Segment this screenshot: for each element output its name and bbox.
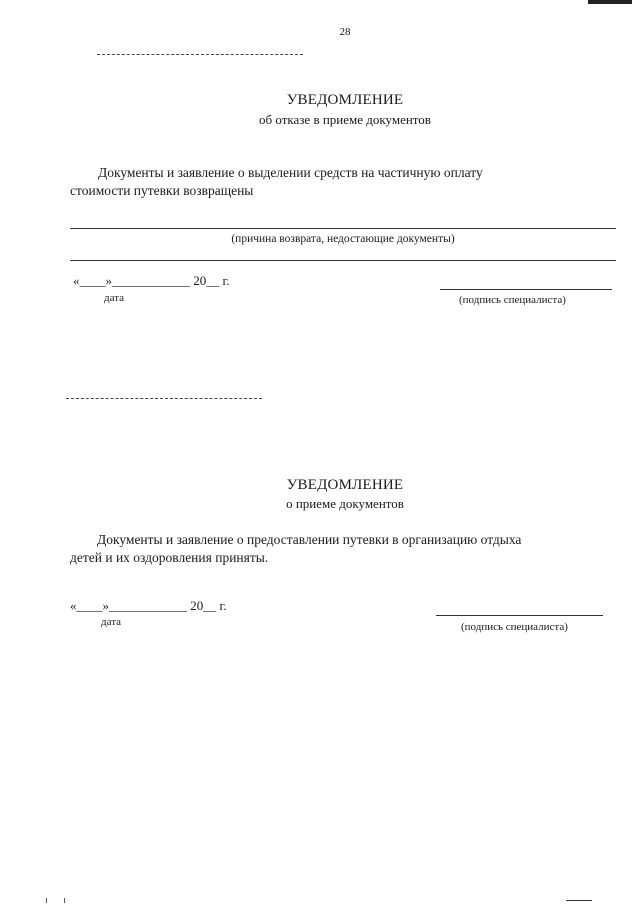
refusal-text-line-2: стоимости путевки возвращены — [70, 183, 254, 198]
scan-mark-bottom-right — [566, 900, 592, 901]
scan-mark-bottom-left-2 — [64, 898, 65, 903]
acceptance-signature-line — [436, 615, 603, 616]
refusal-text-line-1: Документы и заявление о выделении средств на частичную оплату — [98, 165, 483, 180]
acceptance-date-caption: дата — [101, 616, 122, 628]
cut-line-middle — [66, 398, 262, 399]
acceptance-text-line-2: детей и их оздоровления приняты. — [70, 550, 269, 565]
scan-mark — [588, 0, 632, 4]
reason-line-2 — [70, 260, 616, 261]
reason-caption: (причина возврата, недостающие документы) — [231, 233, 455, 245]
refusal-date-caption: дата — [104, 292, 125, 304]
refusal-title: УВЕДОМЛЕНИЕ — [286, 92, 404, 108]
refusal-subtitle: об отказе в приеме документов — [259, 112, 431, 127]
page-number: 28 — [339, 26, 351, 38]
cut-line-top — [97, 54, 303, 55]
refusal-signature-caption: (подпись специалиста) — [459, 294, 566, 306]
refusal-date-field: «____»____________ 20__ г. — [73, 273, 230, 288]
acceptance-subtitle: о приеме документов — [286, 496, 404, 511]
acceptance-title: УВЕДОМЛЕНИЕ — [286, 477, 404, 493]
acceptance-signature-caption: (подпись специалиста) — [461, 621, 568, 633]
scan-mark-bottom-left-1 — [46, 898, 47, 903]
reason-line-1 — [70, 228, 616, 229]
acceptance-date-field: «____»____________ 20__ г. — [70, 598, 227, 613]
acceptance-text-line-1: Документы и заявление о предоставлении путевки в организацию отдыха — [97, 532, 522, 547]
refusal-signature-line — [440, 289, 612, 290]
